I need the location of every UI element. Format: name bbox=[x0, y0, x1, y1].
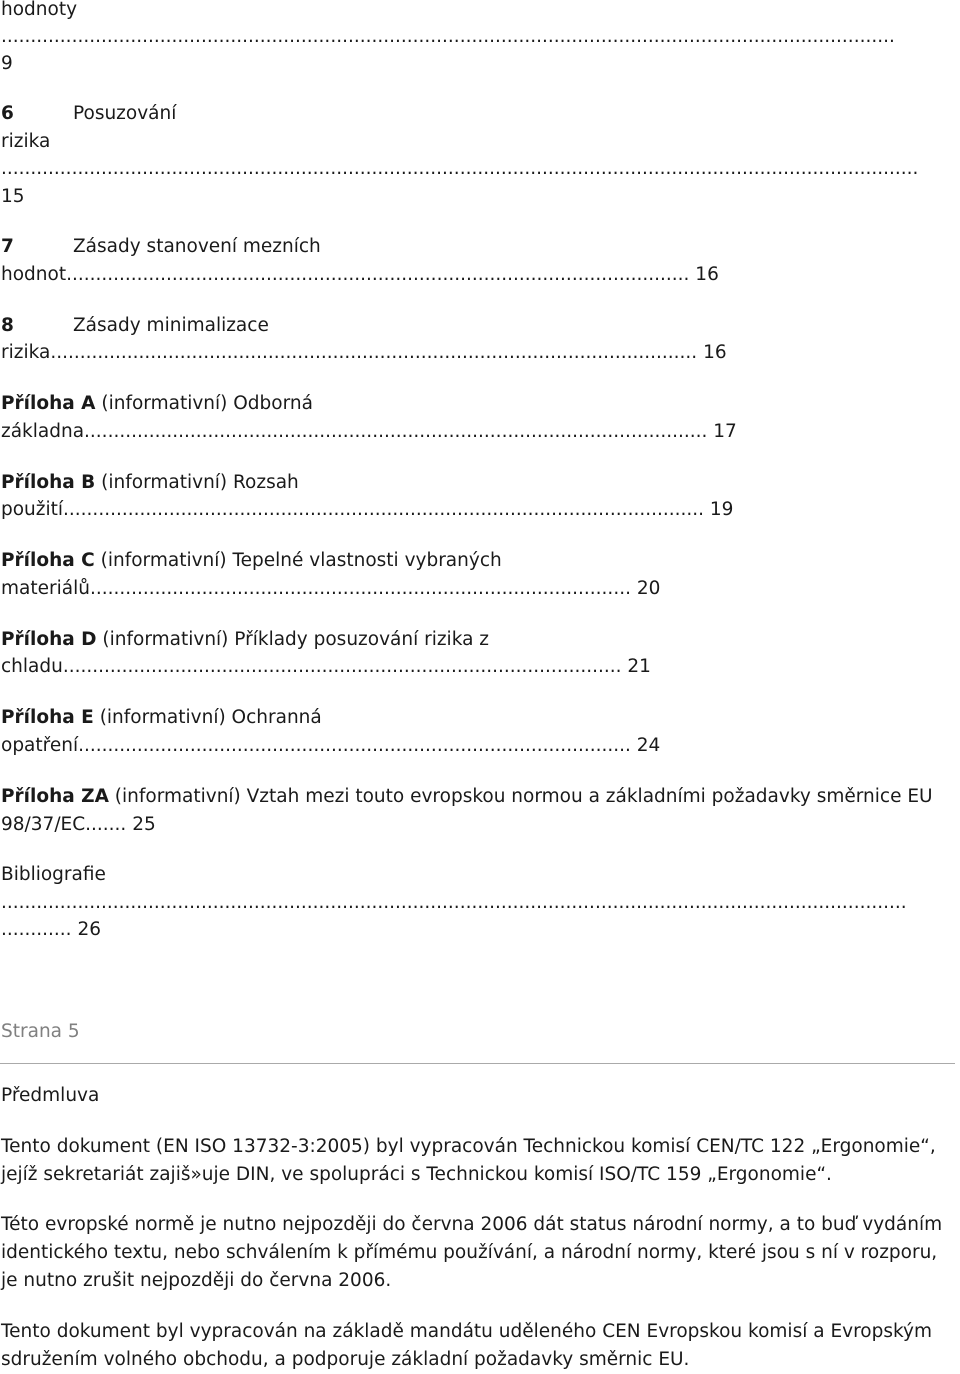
paragraph-line: sdružením volného obchodu, a podporuje základní požadavky směrnic EU. bbox=[1, 1349, 690, 1370]
annex-label: Příloha B bbox=[1, 472, 96, 493]
toc-bibliography-dots: .......................................................................................................................................................... bbox=[1, 892, 907, 913]
toc-annex-a-leader: základna.......................................................................................................... 17 bbox=[1, 421, 737, 442]
toc-annex-e-leader: opatření.............................................................................................. 24 bbox=[1, 735, 661, 756]
toc-annex-za[interactable] bbox=[1, 786, 933, 808]
paragraph-line: Tento dokument byl vypracován na základě mandátu uděleného CEN Evropskou komisí a Evropským bbox=[1, 1321, 933, 1342]
toc-fragment-dots: ........................................................................................................................................................ bbox=[1, 26, 895, 47]
toc-entry-8[interactable] bbox=[1, 315, 269, 337]
toc-annex-b-leader: použití............................................................................................................. 19 bbox=[1, 499, 734, 520]
toc-entry-6-page: 15 bbox=[1, 186, 25, 207]
toc-entry-8-leader: rizika.............................................................................................................. 16 bbox=[1, 342, 727, 363]
toc-entry-6-dots: ............................................................................................................................................................ bbox=[1, 158, 919, 179]
toc-entry-7-leader: hodnot.......................................................................................................... 16 bbox=[1, 264, 719, 285]
annex-title: (informativní) Vztah mezi touto evropskou normou a základními požadavky směrnice EU bbox=[114, 786, 933, 807]
toc-bibliography[interactable]: Bibliografie bbox=[1, 864, 106, 885]
annex-label: Příloha E bbox=[1, 707, 94, 728]
toc-entry-title: Zásady stanovení mezních bbox=[73, 236, 321, 257]
paragraph-line: Této evropské normě je nutno nejpozději do června 2006 dát status národní normy, a to buď vydáním bbox=[1, 1214, 943, 1235]
annex-title: (informativní) Tepelné vlastnosti vybraných bbox=[100, 550, 502, 571]
toc-annex-c[interactable] bbox=[1, 550, 502, 572]
toc-section-number: 8 bbox=[1, 315, 14, 336]
toc-entry-7[interactable] bbox=[1, 236, 321, 258]
toc-entry-6[interactable] bbox=[1, 103, 176, 125]
annex-label: Příloha A bbox=[1, 393, 96, 414]
preface-paragraph-3 bbox=[1, 1318, 959, 1374]
toc-annex-a[interactable] bbox=[1, 393, 313, 415]
toc-annex-c-leader: materiálů............................................................................................ 20 bbox=[1, 578, 661, 599]
page-separator bbox=[0, 1063, 955, 1064]
toc-annex-d-leader: chladu............................................................................................... 21 bbox=[1, 656, 651, 677]
toc-section-number: 7 bbox=[1, 236, 14, 257]
annex-title: (informativní) Příklady posuzování rizika z bbox=[102, 629, 490, 650]
paragraph-line: identického textu, nebo schválením k přímému používání, a národní normy, které jsou s ní v rozporu, bbox=[1, 1242, 938, 1263]
toc-section-number: 6 bbox=[1, 103, 14, 124]
annex-label: Příloha C bbox=[1, 550, 95, 571]
annex-title: (informativní) Ochranná bbox=[99, 707, 322, 728]
paragraph-line: je nutno zrušit nejpozději do června 2006. bbox=[1, 1270, 392, 1291]
toc-fragment-title: hodnoty bbox=[1, 0, 78, 20]
page-label: Strana 5 bbox=[1, 1021, 80, 1042]
toc-annex-b[interactable] bbox=[1, 472, 299, 494]
toc-annex-za-leader: 98/37/EC....... 25 bbox=[1, 814, 156, 835]
paragraph-line: Tento dokument (EN ISO 13732-3:2005) byl vypracován Technickou komisí CEN/TC 122 „Ergonomie“, bbox=[1, 1136, 936, 1157]
toc-annex-e[interactable] bbox=[1, 707, 322, 729]
annex-label: Příloha D bbox=[1, 629, 97, 650]
annex-title: (informativní) Odborná bbox=[101, 393, 313, 414]
toc-annex-d[interactable] bbox=[1, 629, 489, 651]
preface-paragraph-1 bbox=[1, 1133, 959, 1189]
toc-entry-6-title-cont: rizika bbox=[1, 131, 51, 152]
toc-entry-title: Posuzování bbox=[73, 103, 177, 124]
annex-label: Příloha ZA bbox=[1, 786, 109, 807]
paragraph-line: jejíž sekretariát zajiš»uje DIN, ve spolupráci s Technickou komisí ISO/TC 159 „Ergonomie“. bbox=[1, 1164, 832, 1185]
toc-bibliography-leader: ............ 26 bbox=[1, 919, 101, 940]
preface-paragraph-2 bbox=[1, 1211, 959, 1295]
toc-fragment-page: 9 bbox=[1, 53, 13, 74]
annex-title: (informativní) Rozsah bbox=[101, 472, 299, 493]
toc-entry-title: Zásady minimalizace bbox=[73, 315, 269, 336]
preface-heading: Předmluva bbox=[1, 1085, 100, 1106]
